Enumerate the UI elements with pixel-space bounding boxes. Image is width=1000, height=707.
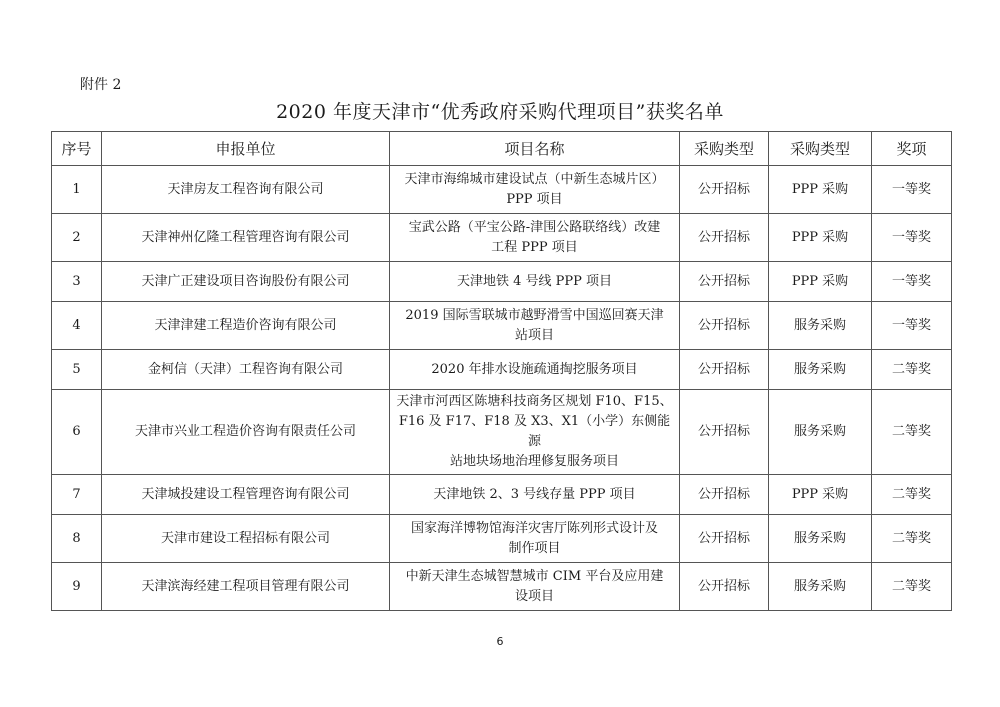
cell-project [390, 214, 680, 262]
cell-award: 二等奖 [872, 563, 952, 611]
project-name-line: 中新天津生态城智慧城市 CIM 平台及应用建 [405, 568, 664, 584]
cell-unit: 天津市兴业工程造价咨询有限责任公司 [102, 390, 390, 475]
table-row [52, 302, 952, 350]
project-name-line: 天津市海绵城市建设试点（中新生态城片区） [404, 171, 665, 187]
cell-method: 公开招标 [680, 475, 769, 515]
cell-type: PPP 采购 [769, 475, 872, 515]
cell-method: 公开招标 [680, 166, 769, 214]
cell-unit: 天津房友工程咨询有限公司 [102, 166, 390, 214]
cell-unit: 天津滨海经建工程项目管理有限公司 [102, 563, 390, 611]
header-no: 序号 [52, 132, 102, 166]
cell-project [390, 350, 680, 390]
cell-project [390, 475, 680, 515]
cell-award: 一等奖 [872, 166, 952, 214]
header-unit: 申报单位 [102, 132, 390, 166]
page-title: 2020 年度天津市“优秀政府采购代理项目”获奖名单 [276, 101, 724, 123]
cell-method: 公开招标 [680, 214, 769, 262]
cell-no: 7 [52, 475, 102, 515]
cell-award: 二等奖 [872, 475, 952, 515]
table-header-row [52, 132, 952, 166]
table-row [52, 350, 952, 390]
cell-type: 服务采购 [769, 563, 872, 611]
cell-project [390, 166, 680, 214]
project-name-line: 制作项目 [508, 540, 561, 556]
header-project: 项目名称 [390, 132, 680, 166]
cell-no: 8 [52, 515, 102, 563]
table-row [52, 214, 952, 262]
cell-method: 公开招标 [680, 302, 769, 350]
cell-no: 2 [52, 214, 102, 262]
project-name-line: 2019 国际雪联城市越野滑雪中国巡回赛天津 [405, 307, 664, 323]
cell-type: 服务采购 [769, 350, 872, 390]
cell-unit: 天津神州亿隆工程管理咨询有限公司 [102, 214, 390, 262]
table-row [52, 563, 952, 611]
cell-type: PPP 采购 [769, 262, 872, 302]
cell-award: 一等奖 [872, 262, 952, 302]
cell-type: PPP 采购 [769, 214, 872, 262]
cell-unit: 金柯信（天津）工程咨询有限公司 [102, 350, 390, 390]
cell-no: 9 [52, 563, 102, 611]
cell-award: 二等奖 [872, 515, 952, 563]
awards-table [51, 131, 952, 611]
cell-project [390, 262, 680, 302]
cell-no: 6 [52, 390, 102, 475]
cell-project [390, 390, 680, 475]
cell-project [390, 515, 680, 563]
cell-award: 一等奖 [872, 302, 952, 350]
project-name-line: 2020 年排水设施疏通掏挖服务项目 [431, 361, 638, 377]
table-row [52, 262, 952, 302]
project-name-line: 天津地铁 2、3 号线存量 PPP 项目 [433, 486, 636, 502]
header-type: 采购类型 [769, 132, 872, 166]
cell-award: 二等奖 [872, 390, 952, 475]
project-name-line: F16 及 F17、F18 及 X3、X1（小学）东侧能源 [398, 414, 671, 449]
cell-method: 公开招标 [680, 390, 769, 475]
project-name-line: 宝武公路（平宝公路-津围公路联络线）改建 [408, 219, 661, 235]
cell-unit: 天津城投建设工程管理咨询有限公司 [102, 475, 390, 515]
project-name-line: 国家海洋博物馆海洋灾害厅陈列形式设计及 [410, 520, 658, 536]
project-name-line: 工程 PPP 项目 [491, 239, 578, 255]
cell-unit: 天津市建设工程招标有限公司 [102, 515, 390, 563]
cell-no: 1 [52, 166, 102, 214]
cell-method: 公开招标 [680, 262, 769, 302]
project-name-line: 设项目 [514, 588, 554, 604]
project-name-line: 天津市河西区陈塘科技商务区规划 F10、F15、 [396, 394, 673, 409]
cell-method: 公开招标 [680, 350, 769, 390]
cell-unit: 天津广正建设项目咨询股份有限公司 [102, 262, 390, 302]
project-name-line: 站项目 [514, 327, 554, 343]
table-row [52, 166, 952, 214]
cell-type: 服务采购 [769, 390, 872, 475]
cell-no: 4 [52, 302, 102, 350]
project-name-line: PPP 项目 [506, 191, 563, 207]
cell-method: 公开招标 [680, 515, 769, 563]
table-row [52, 390, 952, 475]
table-row [52, 475, 952, 515]
cell-project [390, 302, 680, 350]
project-name-line: 站地块场地治理修复服务项目 [449, 454, 619, 469]
header-award: 奖项 [872, 132, 952, 166]
cell-unit: 天津津建工程造价咨询有限公司 [102, 302, 390, 350]
table-row [52, 515, 952, 563]
cell-type: 服务采购 [769, 515, 872, 563]
cell-type: PPP 采购 [769, 166, 872, 214]
cell-project [390, 563, 680, 611]
cell-method: 公开招标 [680, 563, 769, 611]
cell-type: 服务采购 [769, 302, 872, 350]
cell-no: 5 [52, 350, 102, 390]
cell-no: 3 [52, 262, 102, 302]
header-method: 采购类型 [680, 132, 769, 166]
project-name-line: 天津地铁 4 号线 PPP 项目 [456, 273, 613, 289]
annex-label: 附件 2 [80, 77, 122, 93]
cell-award: 一等奖 [872, 214, 952, 262]
page-number: 6 [496, 635, 504, 648]
cell-award: 二等奖 [872, 350, 952, 390]
